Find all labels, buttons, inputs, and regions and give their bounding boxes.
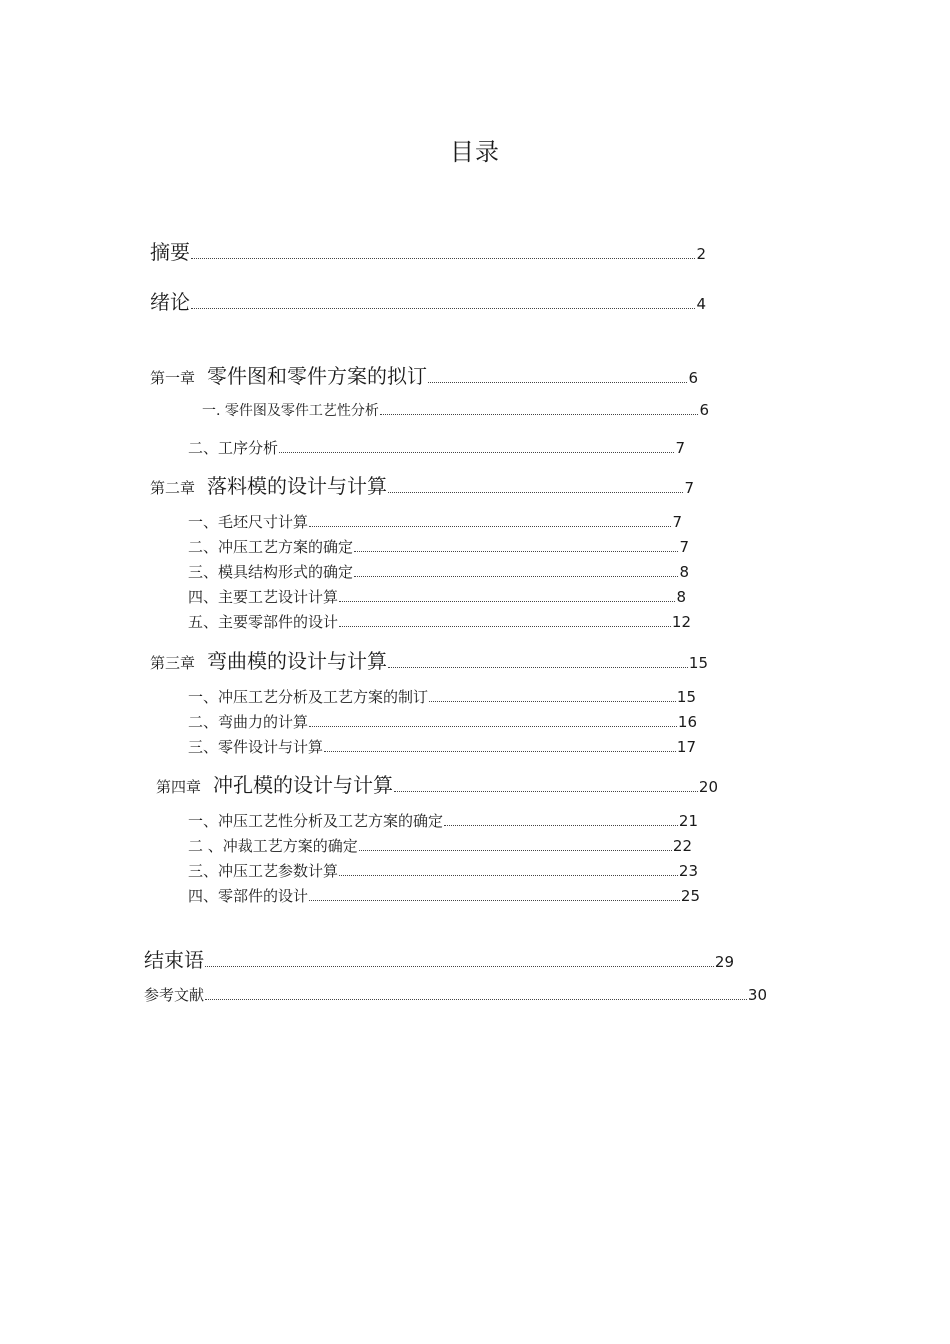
- toc-entry-section[interactable]: [188, 511, 682, 532]
- page-title: 目录: [450, 138, 500, 166]
- toc-page-number: 7: [672, 513, 682, 531]
- dot-leader: [444, 825, 678, 826]
- toc-page-number: 7: [675, 439, 685, 457]
- toc-page-number: 7: [684, 479, 694, 497]
- toc-entry-section[interactable]: [188, 536, 689, 557]
- toc-entry-label: 落料模的设计与计算: [207, 474, 388, 498]
- toc-entry-section[interactable]: [188, 611, 691, 632]
- toc-entry-label: 零件图和零件方案的拟订: [207, 364, 428, 388]
- toc-entry-section[interactable]: [188, 810, 698, 831]
- toc-entry-section[interactable]: [188, 586, 686, 607]
- toc-entry-label: 三、模具结构形式的确定: [188, 563, 354, 581]
- toc-page-number: 15: [676, 688, 696, 706]
- toc-page-number: 4: [696, 295, 706, 313]
- toc-entry-introduction[interactable]: [150, 286, 706, 315]
- dot-leader: [339, 626, 671, 627]
- dot-leader: [388, 492, 683, 493]
- toc-entry-label: 绪论: [150, 290, 190, 314]
- toc-entry-references[interactable]: [144, 984, 767, 1005]
- dot-leader: [339, 875, 678, 876]
- chapter-number: 第二章: [150, 479, 196, 497]
- toc-page-number: 2: [696, 245, 706, 263]
- toc-entry-label: 二 、冲裁工艺方案的确定: [188, 837, 358, 855]
- toc-entry-section[interactable]: [188, 860, 698, 881]
- toc-page-number: 7: [679, 538, 689, 556]
- toc-entry-abstract[interactable]: [150, 236, 706, 265]
- toc-page-number: 6: [688, 369, 698, 387]
- dot-leader: [324, 751, 676, 752]
- toc-entry-label: 摘要: [150, 240, 190, 264]
- toc-entry-label: 四、主要工艺设计计算: [188, 588, 339, 606]
- toc-page-number: 6: [699, 401, 709, 419]
- dot-leader: [205, 966, 714, 967]
- dot-leader: [359, 850, 672, 851]
- toc-entry-section[interactable]: [188, 885, 700, 906]
- toc-entry-label: 一、毛坯尺寸计算: [188, 513, 309, 531]
- dot-leader: [191, 308, 695, 309]
- toc-entry-chapter-3[interactable]: [150, 645, 708, 674]
- toc-entry-chapter-4[interactable]: [156, 769, 718, 798]
- toc-entry-label: 一、冲压工艺性分析及工艺方案的确定: [188, 812, 444, 830]
- dot-leader: [394, 791, 698, 792]
- dot-leader: [309, 526, 671, 527]
- chapter-number: 第四章: [156, 778, 202, 796]
- toc-entry-section[interactable]: [188, 686, 696, 707]
- chapter-number: 第一章: [150, 369, 196, 387]
- dot-leader: [191, 258, 695, 259]
- dot-leader: [354, 551, 678, 552]
- toc-entry-label: 一、冲压工艺分析及工艺方案的制订: [188, 688, 429, 706]
- toc-entry-section[interactable]: [188, 561, 689, 582]
- dot-leader: [388, 667, 688, 668]
- dot-leader: [429, 701, 676, 702]
- chapter-number: 第三章: [150, 654, 196, 672]
- toc-entry-section[interactable]: [202, 400, 709, 420]
- toc-entry-label: 参考文献: [144, 986, 205, 1004]
- toc-page-number: 22: [672, 837, 692, 855]
- dot-leader: [339, 601, 675, 602]
- toc-entry-section[interactable]: [188, 437, 685, 458]
- toc-page-number: 16: [677, 713, 697, 731]
- toc-entry-section[interactable]: [188, 835, 692, 856]
- toc-page-number: 8: [679, 563, 689, 581]
- dot-leader: [380, 414, 699, 415]
- toc-entry-chapter-2[interactable]: [150, 470, 694, 499]
- toc-page-number: 30: [747, 986, 767, 1004]
- dot-leader: [428, 382, 687, 383]
- toc-page-number: 15: [688, 654, 708, 672]
- toc-page-number: 21: [678, 812, 698, 830]
- toc-page-number: 20: [698, 778, 718, 796]
- toc-entry-label: 三、冲压工艺参数计算: [188, 862, 339, 880]
- dot-leader: [279, 452, 674, 453]
- toc-page-number: 8: [676, 588, 686, 606]
- toc-entry-chapter-1[interactable]: [150, 360, 698, 389]
- toc-entry-label: 弯曲模的设计与计算: [207, 649, 388, 673]
- toc-page-number: 25: [680, 887, 700, 905]
- dot-leader: [205, 999, 747, 1000]
- toc-entry-section[interactable]: [188, 711, 697, 732]
- toc-entry-label: 一. 零件图及零件工艺性分析: [202, 403, 379, 419]
- toc-entry-conclusion[interactable]: [144, 944, 734, 973]
- toc-entry-label: 四、零部件的设计: [188, 887, 309, 905]
- toc-entry-label: 二、工序分析: [188, 439, 279, 457]
- toc-page-number: 17: [676, 738, 696, 756]
- toc-entry-label: 冲孔模的设计与计算: [213, 773, 394, 797]
- toc-page-number: 12: [671, 613, 691, 631]
- dot-leader: [354, 576, 678, 577]
- toc-entry-label: 结束语: [144, 948, 204, 972]
- toc-page-number: 23: [678, 862, 698, 880]
- dot-leader: [309, 726, 677, 727]
- toc-entry-label: 二、弯曲力的计算: [188, 713, 309, 731]
- toc-page-number: 29: [714, 953, 734, 971]
- toc-entry-label: 二、冲压工艺方案的确定: [188, 538, 354, 556]
- dot-leader: [309, 900, 680, 901]
- toc-entry-label: 五、主要零部件的设计: [188, 613, 339, 631]
- toc-entry-label: 三、零件设计与计算: [188, 738, 324, 756]
- toc-entry-section[interactable]: [188, 736, 696, 757]
